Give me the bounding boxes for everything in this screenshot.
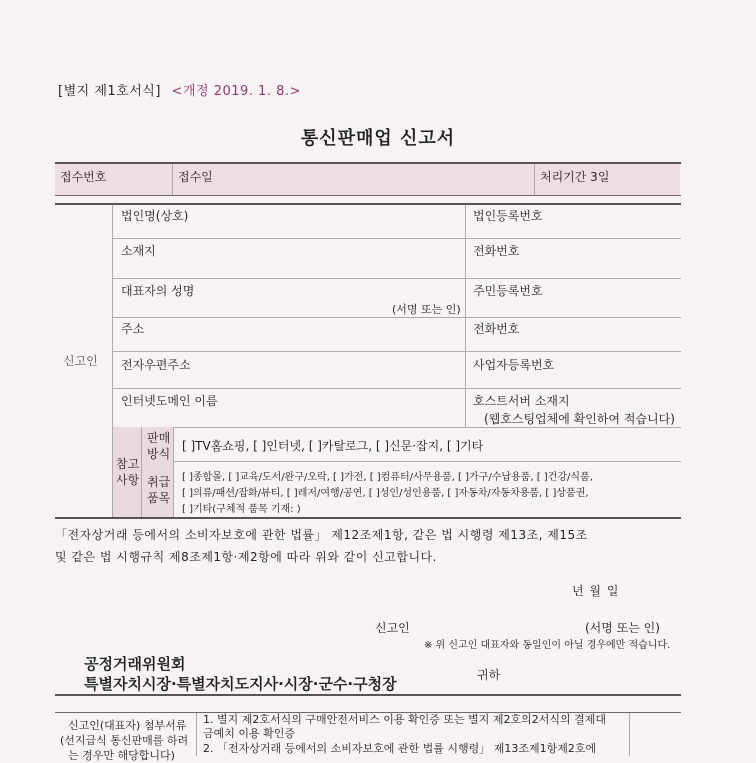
statement-date: 년 월 일 [572,584,620,598]
items-options-3: [ ]기타(구체적 품목 기재: ) [182,504,301,515]
host-location-label: 호스트서버 소재지 [473,394,570,408]
processing-period-label: 처리기간 3일 [540,170,610,184]
statement-reporter: 신고인 [375,621,410,635]
sales-methods-options: [ ]TV홈쇼핑, [ ]인터넷, [ ]카탈로그, [ ]신문·잡지, [ ]기타 [182,439,484,453]
statement-line-1: 「전자상거래 등에서의 소비자보호에 관한 법률」 제12조제1항, 같은 법 시행령 제13조, 제15조 [55,528,588,542]
attachments-label-1: 신고인(대표자) 첨부서류 [68,719,187,732]
host-note: (웹호스팅업체에 확인하여 적습니다) [484,412,675,426]
resident-no-label: 주민등록번호 [473,284,543,298]
sales-method-label: 판매 방식 [147,431,171,461]
email-label: 전자우편주소 [121,358,191,372]
items-options-1: [ ]종합몰, [ ]교육/도서/완구/오락, [ ]가전, [ ]컴퓨터/사무용품, [ ]가구/수납용품, [ ]건강/식품, [182,472,593,483]
location-label: 소재지 [121,244,156,258]
address-label: 주소 [121,322,145,336]
attachments-label-2: (선지급식 통신판매를 하려 [60,734,189,747]
biz-reg-no-label: 사업자등록번호 [473,358,555,372]
items-label: 취급 품목 [147,475,171,505]
reference-label: 참고 사항 [116,457,140,487]
rep-name-label: 대표자의 성명 [121,284,195,298]
corp-reg-no-label: 법인등록번호 [473,209,543,223]
reporter-label: 신고인 [63,354,98,368]
rep-sign-label: (서명 또는 인) [392,303,461,316]
authority-line-1: 공정거래위원회 [84,655,186,673]
attachments-label-3: 는 경우만 해당합니다) [68,749,175,762]
receipt-date-label: 접수일 [178,170,213,184]
statement-line-2: 및 같은 법 시행규칙 제8조제1항·제2항에 따라 위와 같이 신고합니다. [55,550,437,564]
attachment-item-1a: 1. 별지 제2호서식의 구매안전서비스 이용 확인증 또는 별지 제2호의2서식의 결제대 [203,713,606,726]
statement-note: ※ 위 신고인 대표자와 동일인이 아닐 경우에만 적습니다. [424,640,671,651]
statement-sign: (서명 또는 인) [585,621,660,635]
page-title: 통신판매업 신고서 [300,128,456,149]
authority-suffix: 귀하 [477,668,501,682]
receipt-number-label: 접수번호 [60,170,107,184]
form-number: [별지 제1호서식] [58,84,161,99]
form-header [58,80,301,99]
corp-name-label: 법인명(상호) [121,209,189,223]
attachment-item-1b: 금예치 이용 확인증 [203,727,296,740]
revision-date: <개정 2019. 1. 8.> [171,84,301,99]
authority-line-2: 특별자치시장·특별자치도지사·시장·군수·구청장 [84,675,397,693]
items-options-2: [ ]의류/패션/잡화/뷰티, [ ]레저/여행/공연, [ ]성인/성인용품, [ ]자동차/자동차용품, [ ]상품권, [182,488,589,499]
domain-label: 인터넷도메인 이름 [121,394,218,408]
phone2-label: 전화번호 [473,322,520,336]
phone-label: 전화번호 [473,244,520,258]
attachment-item-2: 2. 「전자상거래 등에서의 소비자보호에 관한 법률 시행령」 제13조제1항제2호에 [203,742,597,755]
